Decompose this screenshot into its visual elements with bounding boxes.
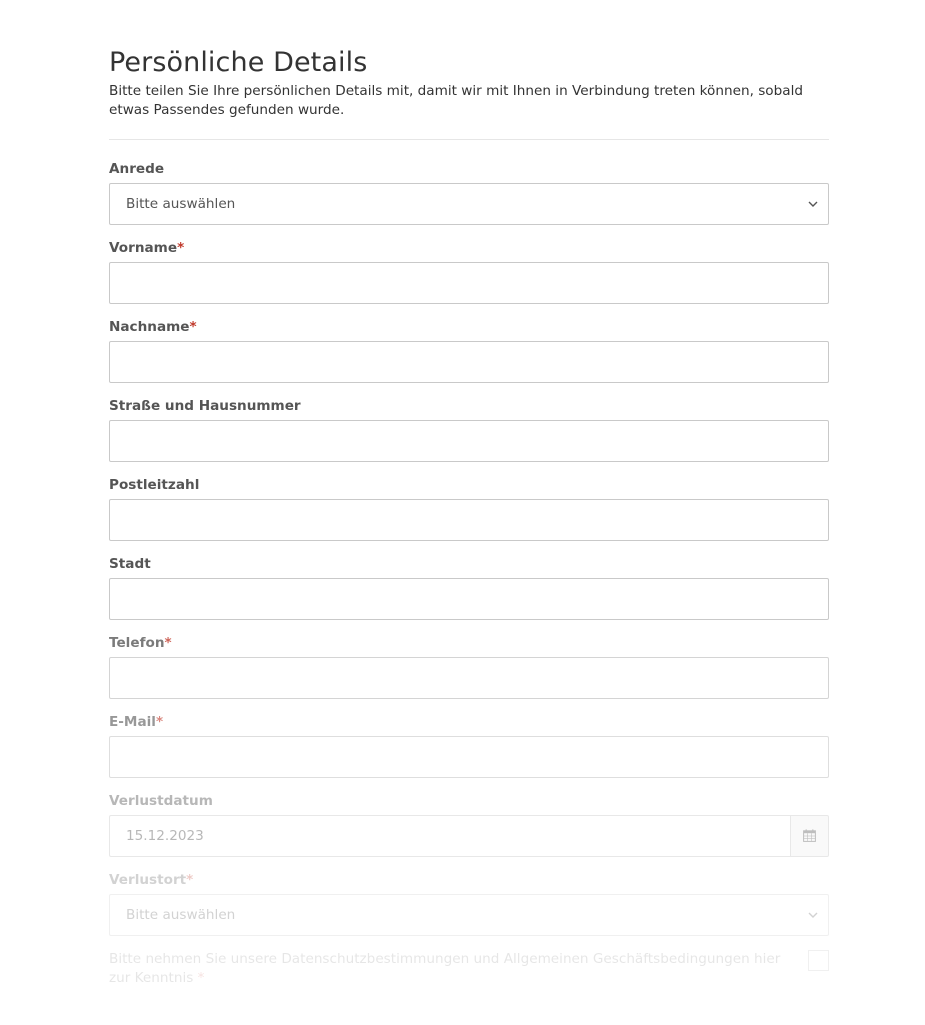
email-field	[109, 713, 829, 792]
page-intro: Bitte teilen Sie Ihre persönlichen Details mit, damit wir mit Ihnen in Verbindung treten können, sobald etwas Passendes gefunden wurde.	[109, 83, 803, 118]
loss-date-label: Verlustdatum	[109, 793, 213, 809]
consent-text-before: Bitte nehmen Sie unsere	[109, 951, 282, 967]
first-name-label: Vorname*	[109, 240, 185, 256]
consent-text-middle: und	[469, 951, 504, 967]
section-divider	[109, 139, 829, 140]
personal-details-form	[109, 44, 829, 988]
loss-date-input[interactable]: 15.12.2023	[109, 815, 790, 857]
first-name-input[interactable]	[109, 262, 829, 304]
terms-link[interactable]: Allgemeinen Geschäftsbedingungen	[503, 951, 750, 967]
postal-code-input[interactable]	[109, 499, 829, 541]
salutation-select[interactable]	[109, 183, 829, 225]
postal-code-label: Postleitzahl	[109, 477, 200, 493]
required-marker: *	[177, 240, 185, 256]
loss-location-field	[109, 871, 829, 950]
required-marker: *	[197, 970, 205, 986]
loss-date-group	[109, 815, 829, 857]
last-name-field	[109, 318, 829, 397]
consent-row	[109, 950, 829, 988]
calendar-icon	[803, 827, 816, 846]
salutation-selected-value: Bitte auswählen	[126, 196, 236, 212]
required-marker: *	[164, 635, 172, 651]
phone-label: Telefon*	[109, 635, 172, 651]
page-title: Persönliche Details	[109, 47, 368, 78]
phone-input[interactable]	[109, 657, 829, 699]
loss-location-label: Verlustort*	[109, 872, 194, 888]
salutation-label: Anrede	[109, 161, 165, 177]
phone-field	[109, 634, 829, 713]
street-field	[109, 397, 829, 476]
required-marker: *	[189, 319, 197, 335]
postal-code-field	[109, 476, 829, 555]
email-input[interactable]	[109, 736, 829, 778]
salutation-field	[109, 160, 829, 239]
required-marker: *	[155, 714, 164, 730]
city-input[interactable]	[109, 578, 829, 620]
form-fields	[109, 160, 829, 988]
date-picker-button[interactable]	[790, 815, 829, 857]
city-label: Stadt	[109, 556, 151, 572]
last-name-label: Nachname*	[109, 319, 197, 335]
street-label: Straße und Hausnummer	[109, 398, 301, 414]
required-marker: *	[186, 872, 194, 888]
consent-checkbox[interactable]	[808, 950, 829, 971]
loss-location-selected-value: Bitte auswählen	[126, 907, 236, 923]
chevron-down-icon	[808, 198, 818, 211]
first-name-field	[109, 239, 829, 318]
consent-text-after: hier zur Kenntnis	[109, 951, 781, 986]
email-label: E-Mail*	[109, 714, 164, 730]
city-field	[109, 555, 829, 634]
last-name-input[interactable]	[109, 341, 829, 383]
loss-date-field	[109, 792, 829, 871]
chevron-down-icon	[808, 909, 818, 922]
street-input[interactable]	[109, 420, 829, 462]
consent-text	[109, 950, 789, 988]
loss-location-select[interactable]	[109, 894, 829, 936]
privacy-policy-link[interactable]: Datenschutzbestimmungen	[281, 951, 470, 967]
